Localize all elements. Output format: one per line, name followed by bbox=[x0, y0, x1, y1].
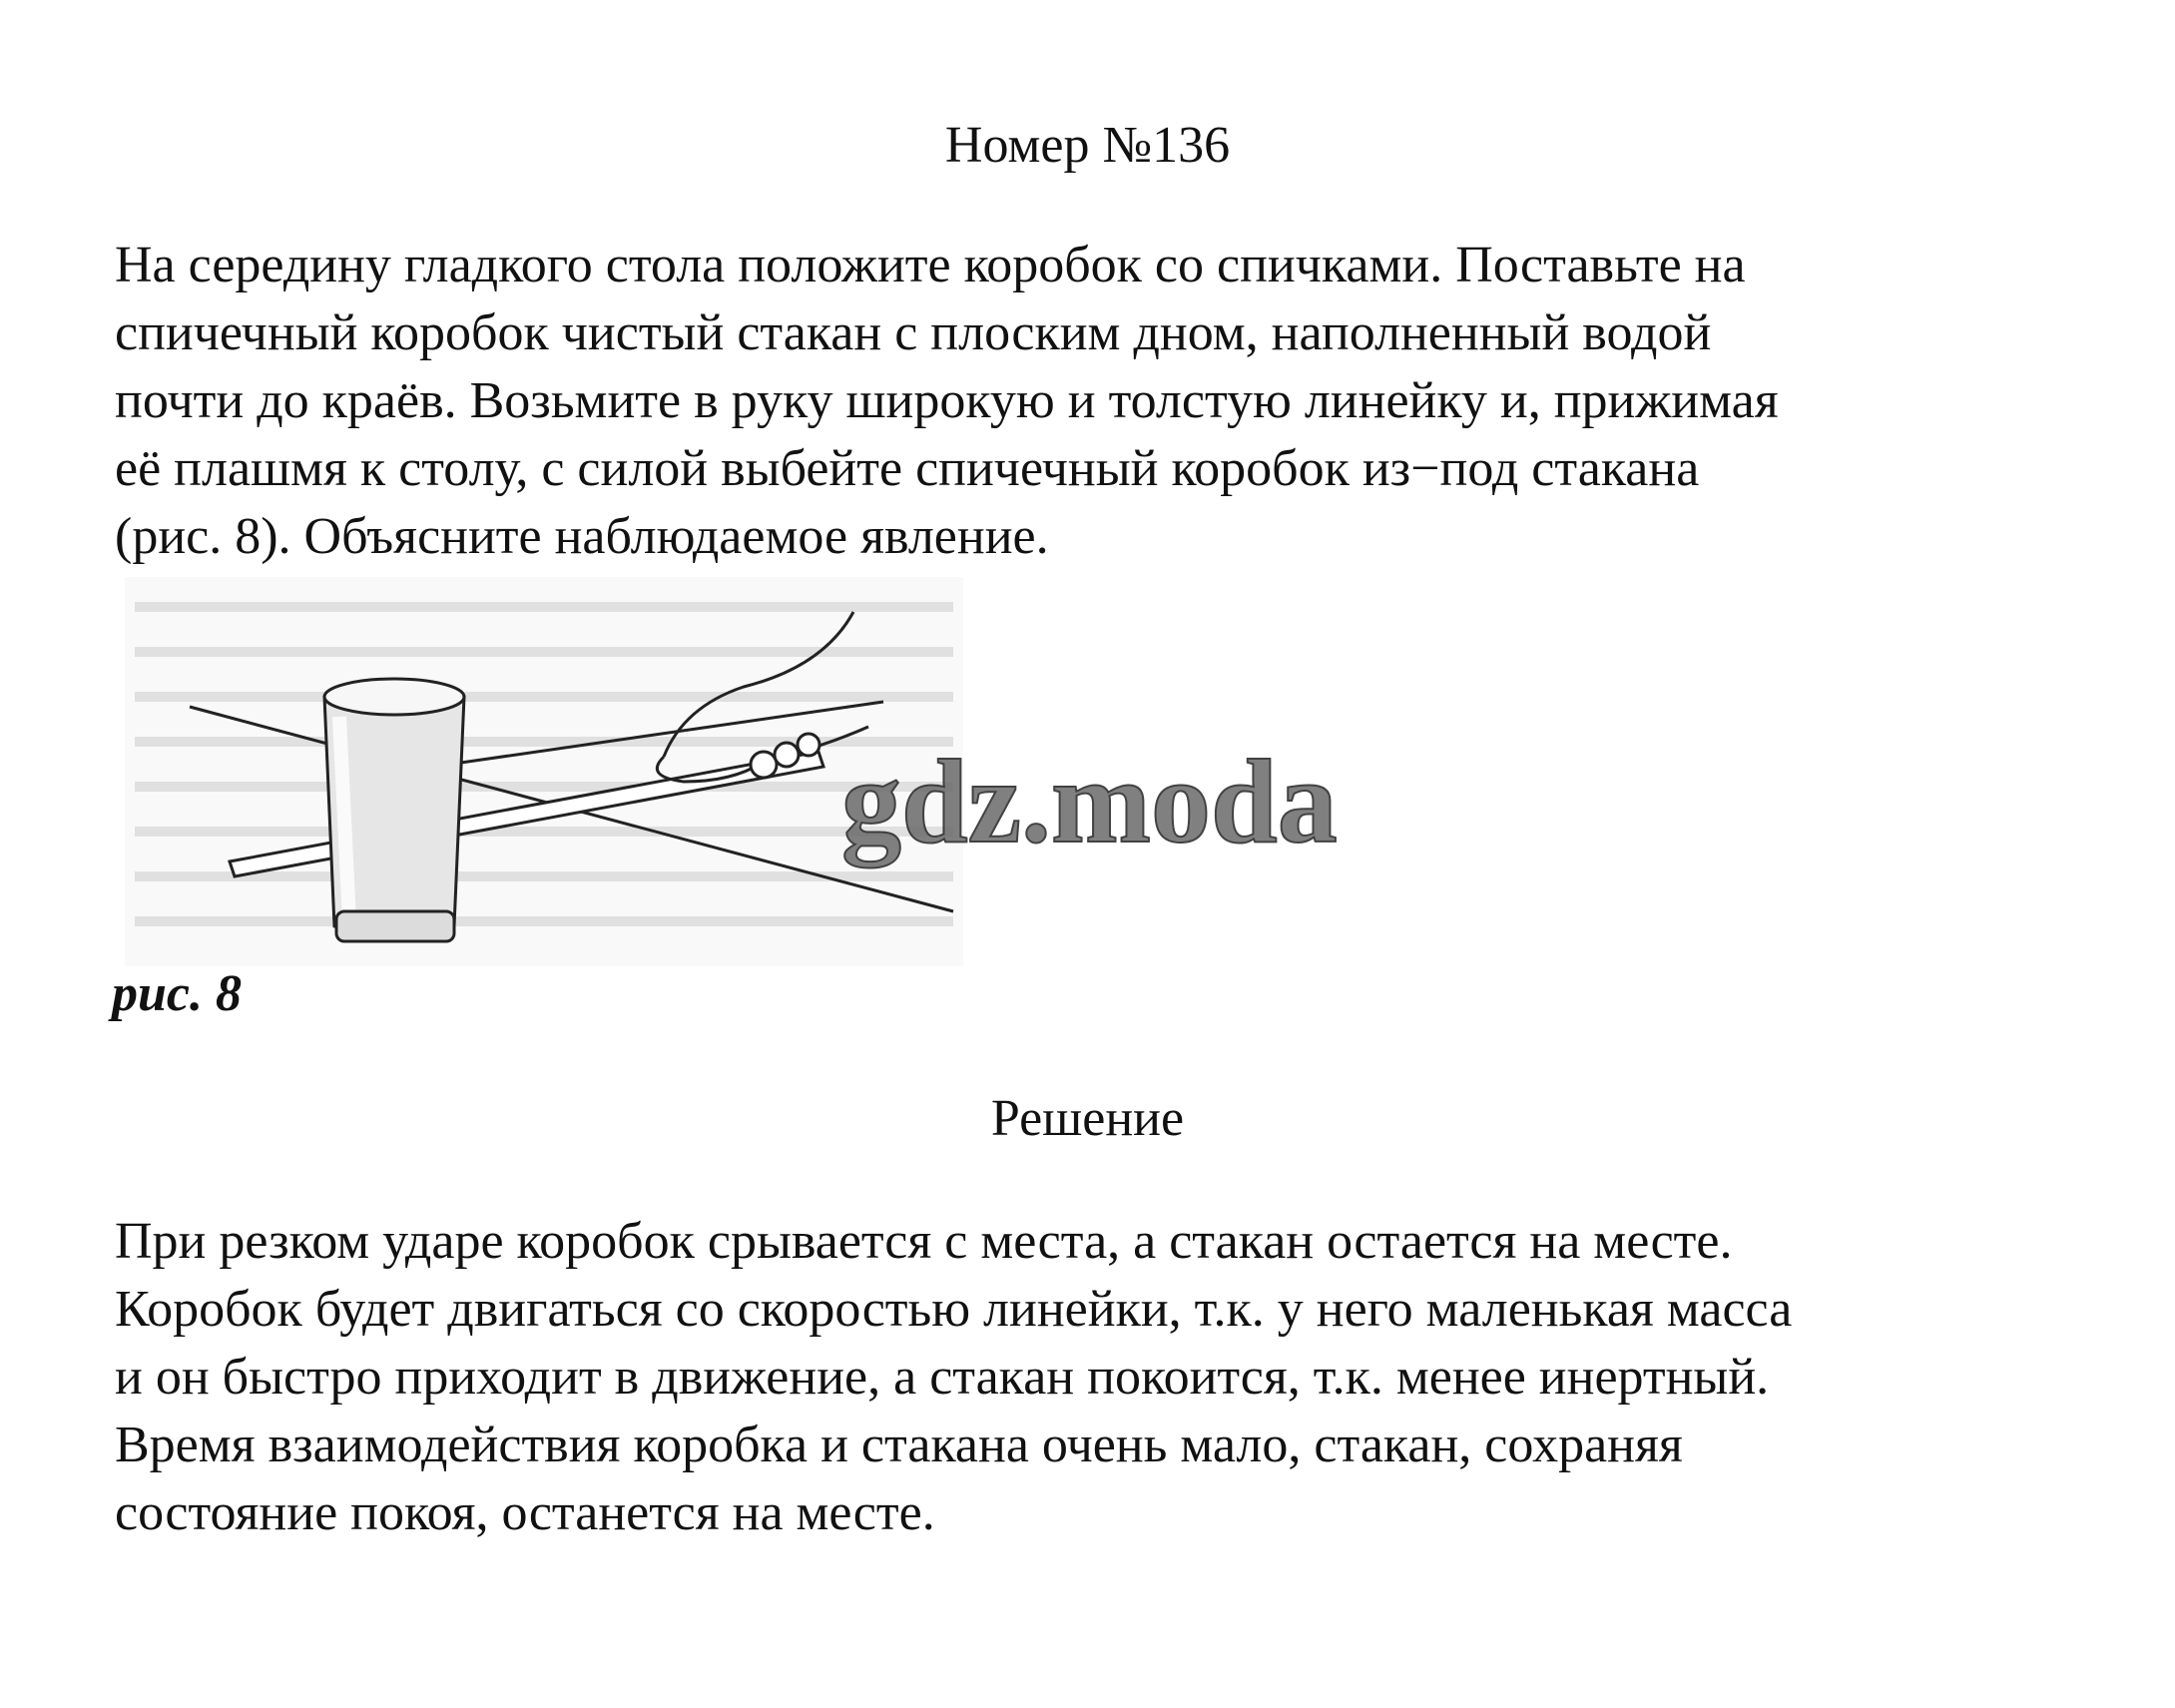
task-line: (рис. 8). Объясните наблюдаемое явление. bbox=[115, 508, 1049, 565]
task-text bbox=[115, 232, 2131, 571]
solution-line: При резком ударе коробок срывается с места, а стакан остается на месте. bbox=[115, 1213, 1733, 1270]
figure-caption: рис. 8 bbox=[112, 965, 242, 1022]
task-line: На середину гладкого стола положите коробок со спичками. Поставьте на bbox=[115, 237, 1746, 293]
solution-line: и он быстро приходит в движение, а стакан покоится, т.к. менее инертный. bbox=[115, 1349, 1770, 1406]
solution-line: Коробок будет двигаться со скоростью линейки, т.к. у него маленькая масса bbox=[115, 1281, 1793, 1338]
task-line: почти до краёв. Возьмите в руку широкую и толстую линейку и, прижимая bbox=[115, 372, 1779, 429]
solution-line: состояние покоя, останется на месте. bbox=[115, 1484, 935, 1541]
task-line: её плашмя к столу, с силой выбейте спичечный коробок из−под стакана bbox=[115, 440, 1700, 497]
svg-text:gdz.moda: gdz.moda bbox=[841, 735, 1338, 867]
solution-line: Время взаимодействия коробка и стакана очень мало, стакан, сохраняя bbox=[115, 1417, 1683, 1473]
task-line: спичечный коробок чистый стакан с плоским дном, наполненный водой bbox=[115, 304, 1712, 361]
watermark-logo bbox=[833, 734, 1462, 873]
solution-text bbox=[115, 1208, 2131, 1547]
solution-heading: Решение bbox=[990, 1090, 1185, 1147]
page-title: Номер №136 bbox=[944, 117, 1231, 174]
